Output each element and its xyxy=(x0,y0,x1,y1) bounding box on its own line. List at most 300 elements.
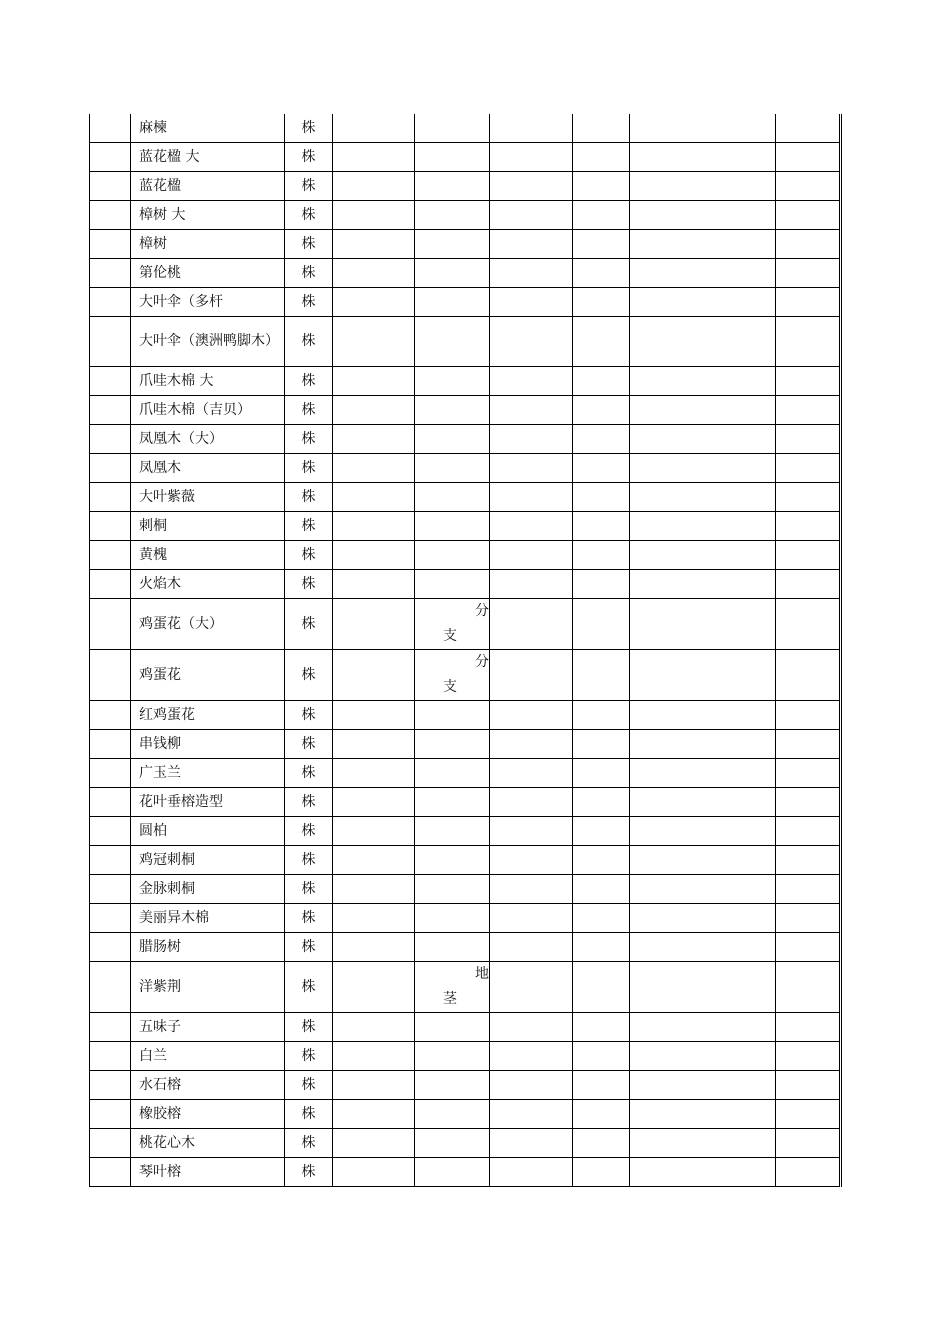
table-row xyxy=(90,650,841,701)
plant-name-cell xyxy=(131,201,285,230)
empty-cell xyxy=(333,259,415,288)
table-row xyxy=(90,759,841,788)
empty-cell xyxy=(490,1158,573,1187)
index-cell xyxy=(90,259,131,288)
empty-cell xyxy=(490,512,573,541)
plant-name-cell xyxy=(131,230,285,259)
empty-cell xyxy=(573,367,630,396)
table-row xyxy=(90,788,841,817)
empty-cell xyxy=(490,483,573,512)
empty-cell xyxy=(630,1042,776,1071)
empty-cell xyxy=(776,1100,841,1129)
empty-cell xyxy=(630,759,776,788)
empty-cell xyxy=(776,570,841,599)
empty-cell xyxy=(333,701,415,730)
plant-name: 火焰木 xyxy=(139,575,181,592)
plant-name-cell xyxy=(131,962,285,1013)
empty-cell xyxy=(776,962,841,1013)
plant-name-cell xyxy=(131,570,285,599)
empty-cell xyxy=(333,904,415,933)
spec-cell xyxy=(415,317,490,367)
table-row xyxy=(90,541,841,570)
empty-cell xyxy=(490,962,573,1013)
empty-cell xyxy=(776,1042,841,1071)
empty-cell xyxy=(333,201,415,230)
plant-table-body xyxy=(90,114,841,1187)
empty-cell xyxy=(490,201,573,230)
empty-cell xyxy=(776,1013,841,1042)
index-cell xyxy=(90,759,131,788)
plant-name: 五味子 xyxy=(139,1018,181,1035)
empty-cell xyxy=(573,846,630,875)
plant-name: 蓝花楹 xyxy=(139,177,181,194)
index-cell xyxy=(90,1100,131,1129)
spec-cell xyxy=(415,367,490,396)
empty-cell xyxy=(630,962,776,1013)
empty-cell xyxy=(573,570,630,599)
unit-cell: 株 xyxy=(285,1100,333,1129)
empty-cell xyxy=(333,425,415,454)
unit-cell: 株 xyxy=(285,143,333,172)
empty-cell xyxy=(630,701,776,730)
spec-cell xyxy=(415,1071,490,1100)
plant-name: 桃花心木 xyxy=(139,1134,195,1151)
table-row xyxy=(90,201,841,230)
empty-cell xyxy=(630,1013,776,1042)
empty-cell xyxy=(333,288,415,317)
spec-cell xyxy=(415,512,490,541)
empty-cell xyxy=(573,904,630,933)
table-row xyxy=(90,425,841,454)
index-cell xyxy=(90,541,131,570)
empty-cell xyxy=(490,454,573,483)
index-cell xyxy=(90,875,131,904)
plant-name: 串钱柳 xyxy=(139,735,181,752)
empty-cell xyxy=(573,759,630,788)
index-cell xyxy=(90,367,131,396)
empty-cell xyxy=(333,1071,415,1100)
empty-cell xyxy=(630,788,776,817)
plant-name-cell xyxy=(131,367,285,396)
table-row xyxy=(90,1129,841,1158)
plant-name-cell xyxy=(131,788,285,817)
empty-cell xyxy=(490,143,573,172)
unit-cell: 株 xyxy=(285,904,333,933)
unit-cell: 株 xyxy=(285,396,333,425)
empty-cell xyxy=(490,1100,573,1129)
spec-cell xyxy=(415,1158,490,1187)
index-cell xyxy=(90,933,131,962)
empty-cell xyxy=(630,570,776,599)
spec-cell xyxy=(415,483,490,512)
spec-cell xyxy=(415,650,490,701)
empty-cell xyxy=(333,933,415,962)
empty-cell xyxy=(776,201,841,230)
empty-cell xyxy=(630,512,776,541)
unit-cell: 株 xyxy=(285,599,333,650)
empty-cell xyxy=(490,172,573,201)
empty-cell xyxy=(776,875,841,904)
empty-cell xyxy=(573,730,630,759)
empty-cell xyxy=(776,512,841,541)
table-row xyxy=(90,1100,841,1129)
plant-name-cell xyxy=(131,454,285,483)
table-row xyxy=(90,962,841,1013)
table-row xyxy=(90,817,841,846)
table-row xyxy=(90,1158,841,1187)
table-row xyxy=(90,454,841,483)
unit-cell: 株 xyxy=(285,1013,333,1042)
empty-cell xyxy=(630,317,776,367)
unit-cell: 株 xyxy=(285,788,333,817)
plant-name-cell xyxy=(131,1158,285,1187)
empty-cell xyxy=(333,454,415,483)
table-row xyxy=(90,317,841,367)
plant-name-cell xyxy=(131,701,285,730)
empty-cell xyxy=(490,570,573,599)
plant-name: 爪哇木棉（吉贝） xyxy=(139,401,251,418)
spec-cell xyxy=(415,788,490,817)
empty-cell xyxy=(776,1071,841,1100)
empty-cell xyxy=(573,1129,630,1158)
empty-cell xyxy=(573,396,630,425)
index-cell xyxy=(90,396,131,425)
index-cell xyxy=(90,962,131,1013)
empty-cell xyxy=(630,933,776,962)
empty-cell xyxy=(573,172,630,201)
empty-cell xyxy=(573,454,630,483)
empty-cell xyxy=(333,759,415,788)
empty-cell xyxy=(776,599,841,650)
empty-cell xyxy=(573,933,630,962)
empty-cell xyxy=(490,425,573,454)
empty-cell xyxy=(776,541,841,570)
table-row xyxy=(90,259,841,288)
table-row xyxy=(90,172,841,201)
empty-cell xyxy=(573,817,630,846)
empty-cell xyxy=(490,730,573,759)
empty-cell xyxy=(490,788,573,817)
plant-name: 鸡蛋花 xyxy=(139,666,181,683)
spec-cell xyxy=(415,904,490,933)
plant-name: 樟树 大 xyxy=(139,206,186,223)
empty-cell xyxy=(573,143,630,172)
empty-cell xyxy=(333,817,415,846)
unit-cell: 株 xyxy=(285,701,333,730)
spec-note xyxy=(443,962,489,1012)
spec-cell xyxy=(415,599,490,650)
table-row xyxy=(90,1042,841,1071)
empty-cell xyxy=(573,1071,630,1100)
plant-table xyxy=(89,114,842,1187)
empty-cell xyxy=(333,650,415,701)
spec-cell xyxy=(415,933,490,962)
index-cell xyxy=(90,114,131,143)
empty-cell xyxy=(333,1129,415,1158)
plant-name-cell xyxy=(131,650,285,701)
unit-cell: 株 xyxy=(285,759,333,788)
plant-name: 美丽异木棉 xyxy=(139,909,209,926)
empty-cell xyxy=(776,143,841,172)
index-cell xyxy=(90,288,131,317)
empty-cell xyxy=(573,599,630,650)
table-row xyxy=(90,701,841,730)
empty-cell xyxy=(630,904,776,933)
index-cell xyxy=(90,650,131,701)
plant-name-cell xyxy=(131,875,285,904)
unit-cell: 株 xyxy=(285,201,333,230)
unit-cell: 株 xyxy=(285,1071,333,1100)
plant-name-cell xyxy=(131,425,285,454)
unit-cell: 株 xyxy=(285,650,333,701)
plant-name-cell xyxy=(131,512,285,541)
unit-cell: 株 xyxy=(285,570,333,599)
empty-cell xyxy=(630,1100,776,1129)
plant-name: 腊肠树 xyxy=(139,938,181,955)
index-cell xyxy=(90,201,131,230)
empty-cell xyxy=(630,288,776,317)
empty-cell xyxy=(776,1129,841,1158)
table-row xyxy=(90,483,841,512)
index-cell xyxy=(90,512,131,541)
empty-cell xyxy=(490,599,573,650)
unit-cell: 株 xyxy=(285,230,333,259)
unit-cell: 株 xyxy=(285,730,333,759)
spec-cell xyxy=(415,570,490,599)
plant-name: 广玉兰 xyxy=(139,764,181,781)
plant-name-cell xyxy=(131,730,285,759)
plant-name-cell xyxy=(131,599,285,650)
plant-name-cell xyxy=(131,114,285,143)
empty-cell xyxy=(490,650,573,701)
index-cell xyxy=(90,730,131,759)
empty-cell xyxy=(573,230,630,259)
spec-cell xyxy=(415,288,490,317)
spec-cell xyxy=(415,541,490,570)
index-cell xyxy=(90,1158,131,1187)
plant-name: 水石榕 xyxy=(139,1076,181,1093)
empty-cell xyxy=(490,817,573,846)
empty-cell xyxy=(573,962,630,1013)
empty-cell xyxy=(333,172,415,201)
spec-cell xyxy=(415,759,490,788)
unit-cell: 株 xyxy=(285,541,333,570)
empty-cell xyxy=(573,701,630,730)
plant-name: 刺桐 xyxy=(139,517,167,534)
plant-name-cell xyxy=(131,483,285,512)
empty-cell xyxy=(776,759,841,788)
plant-name: 琴叶榕 xyxy=(139,1163,181,1180)
empty-cell xyxy=(630,1071,776,1100)
empty-cell xyxy=(333,1013,415,1042)
empty-cell xyxy=(490,1013,573,1042)
plant-name: 洋紫荆 xyxy=(139,978,181,995)
unit-cell: 株 xyxy=(285,172,333,201)
empty-cell xyxy=(776,367,841,396)
spec-note-char: 分 xyxy=(475,603,489,619)
index-cell xyxy=(90,1042,131,1071)
empty-cell xyxy=(490,230,573,259)
empty-cell xyxy=(630,650,776,701)
plant-name: 白兰 xyxy=(139,1047,167,1064)
spec-note-char: 支 xyxy=(443,679,457,695)
table-row xyxy=(90,1013,841,1042)
empty-cell xyxy=(776,259,841,288)
empty-cell xyxy=(776,933,841,962)
plant-name: 大叶紫薇 xyxy=(139,488,195,505)
empty-cell xyxy=(490,1071,573,1100)
unit-cell: 株 xyxy=(285,288,333,317)
empty-cell xyxy=(333,541,415,570)
empty-cell xyxy=(573,512,630,541)
index-cell xyxy=(90,788,131,817)
plant-name-cell xyxy=(131,172,285,201)
unit-cell: 株 xyxy=(285,962,333,1013)
spec-cell xyxy=(415,701,490,730)
unit-cell: 株 xyxy=(285,817,333,846)
empty-cell xyxy=(573,483,630,512)
empty-cell xyxy=(630,230,776,259)
unit-cell: 株 xyxy=(285,454,333,483)
index-cell xyxy=(90,230,131,259)
empty-cell xyxy=(333,143,415,172)
spec-note-char: 分 xyxy=(475,654,489,670)
empty-cell xyxy=(490,1042,573,1071)
empty-cell xyxy=(630,730,776,759)
index-cell xyxy=(90,817,131,846)
empty-cell xyxy=(490,1129,573,1158)
empty-cell xyxy=(630,817,776,846)
empty-cell xyxy=(630,599,776,650)
empty-cell xyxy=(776,730,841,759)
empty-cell xyxy=(490,846,573,875)
empty-cell xyxy=(490,367,573,396)
unit-cell: 株 xyxy=(285,259,333,288)
empty-cell xyxy=(573,1100,630,1129)
index-cell xyxy=(90,1129,131,1158)
index-cell xyxy=(90,454,131,483)
plant-name-cell xyxy=(131,288,285,317)
empty-cell xyxy=(573,788,630,817)
plant-name: 花叶垂榕造型 xyxy=(139,793,223,810)
empty-cell xyxy=(490,875,573,904)
unit-cell: 株 xyxy=(285,317,333,367)
empty-cell xyxy=(630,1158,776,1187)
empty-cell xyxy=(573,201,630,230)
empty-cell xyxy=(776,425,841,454)
spec-note-char: 地 xyxy=(475,966,489,982)
unit-cell: 株 xyxy=(285,367,333,396)
plant-name: 麻楝 xyxy=(139,119,167,136)
index-cell xyxy=(90,143,131,172)
empty-cell xyxy=(573,650,630,701)
empty-cell xyxy=(776,230,841,259)
plant-name: 凤凰木 xyxy=(139,459,181,476)
empty-cell xyxy=(333,599,415,650)
empty-cell xyxy=(490,114,573,143)
empty-cell xyxy=(776,454,841,483)
empty-cell xyxy=(630,454,776,483)
unit-cell: 株 xyxy=(285,114,333,143)
plant-name: 橡胶榕 xyxy=(139,1105,181,1122)
plant-name-cell xyxy=(131,1013,285,1042)
empty-cell xyxy=(776,483,841,512)
spec-cell xyxy=(415,730,490,759)
plant-name: 红鸡蛋花 xyxy=(139,706,195,723)
spec-cell xyxy=(415,201,490,230)
empty-cell xyxy=(776,114,841,143)
empty-cell xyxy=(573,875,630,904)
spec-note-char: 茎 xyxy=(443,991,457,1007)
plant-name-cell xyxy=(131,317,285,367)
spec-cell xyxy=(415,817,490,846)
empty-cell xyxy=(333,396,415,425)
empty-cell xyxy=(776,701,841,730)
spec-cell xyxy=(415,454,490,483)
unit-cell: 株 xyxy=(285,483,333,512)
plant-name-cell xyxy=(131,1042,285,1071)
unit-cell: 株 xyxy=(285,1158,333,1187)
plant-name-cell xyxy=(131,396,285,425)
empty-cell xyxy=(490,904,573,933)
empty-cell xyxy=(333,570,415,599)
spec-cell xyxy=(415,1042,490,1071)
table-row xyxy=(90,288,841,317)
plant-name: 凤凰木（大） xyxy=(139,430,223,447)
index-cell xyxy=(90,317,131,367)
spec-cell xyxy=(415,1129,490,1158)
empty-cell xyxy=(776,172,841,201)
plant-name: 蓝花楹 大 xyxy=(139,148,200,165)
unit-cell: 株 xyxy=(285,875,333,904)
plant-name-cell xyxy=(131,1100,285,1129)
spec-cell xyxy=(415,172,490,201)
empty-cell xyxy=(573,1158,630,1187)
empty-cell xyxy=(573,317,630,367)
empty-cell xyxy=(490,701,573,730)
spec-cell xyxy=(415,1013,490,1042)
empty-cell xyxy=(630,114,776,143)
empty-cell xyxy=(630,875,776,904)
plant-name-cell xyxy=(131,759,285,788)
plant-name-cell xyxy=(131,1071,285,1100)
index-cell xyxy=(90,570,131,599)
empty-cell xyxy=(333,114,415,143)
empty-cell xyxy=(573,114,630,143)
table-row xyxy=(90,904,841,933)
empty-cell xyxy=(333,512,415,541)
plant-name: 鸡冠刺桐 xyxy=(139,851,195,868)
plant-name: 第伦桃 xyxy=(139,264,181,281)
empty-cell xyxy=(630,367,776,396)
index-cell xyxy=(90,1071,131,1100)
empty-cell xyxy=(630,259,776,288)
plant-name: 大叶伞（多杆 xyxy=(139,293,223,310)
unit-cell: 株 xyxy=(285,933,333,962)
empty-cell xyxy=(630,846,776,875)
empty-cell xyxy=(573,425,630,454)
table-row xyxy=(90,599,841,650)
empty-cell xyxy=(630,172,776,201)
spec-cell xyxy=(415,962,490,1013)
empty-cell xyxy=(573,1042,630,1071)
empty-cell xyxy=(776,650,841,701)
table-row xyxy=(90,846,841,875)
table-row xyxy=(90,1071,841,1100)
index-cell xyxy=(90,483,131,512)
spec-note xyxy=(443,650,489,700)
spec-cell xyxy=(415,1100,490,1129)
